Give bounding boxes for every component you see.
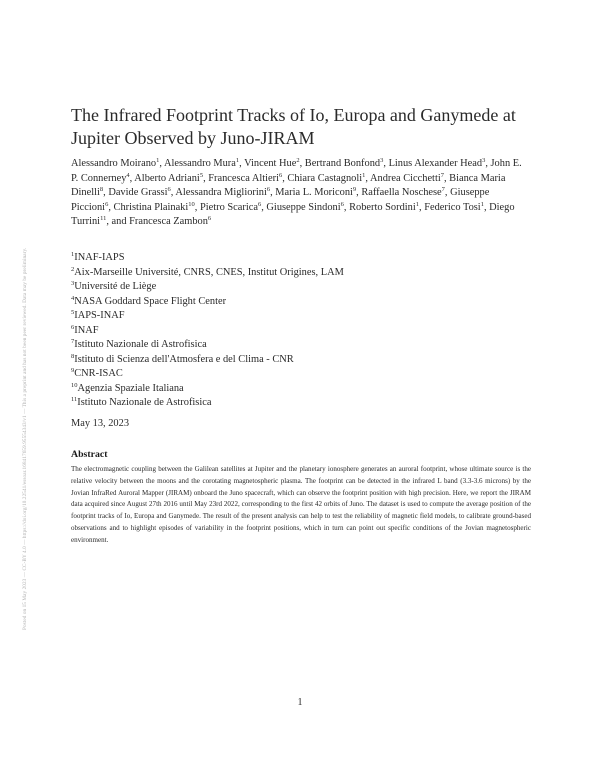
author-name: Giuseppe Sindoni$^6$ (266, 200, 344, 213)
page-number: 1 (297, 697, 303, 708)
author-affiliation-mark: 11 (100, 215, 107, 222)
author-name: Chiara Castagnoli$^1$ (287, 171, 366, 184)
affiliation-list (71, 251, 531, 411)
preprint-side-watermark: Posted on 15 May 2023 — CC-BY 4.0 — https://doi.org/10.22541/essoar.168417659.95554343/v1 — This a preprint and has not been peer reviewed. Data may be preliminary. (22, 247, 28, 630)
author-name: Alessandro Moirano$^1$ (71, 157, 160, 169)
affiliation-item (71, 353, 531, 368)
affiliation-name: Aix-Marseille Université, CNRS, CNES, Institut Origines, LAM (74, 266, 344, 278)
affiliation-number: 4 (71, 294, 75, 302)
affiliation-number: 6 (71, 323, 75, 331)
author-name: Giuseppe Piccioni$^6$ (71, 187, 490, 213)
affiliation-number: 1 (71, 251, 75, 258)
author-name: Bertrand Bonfond$^3$ (304, 157, 384, 169)
affiliation-item (71, 309, 531, 324)
author-affiliation-mark: 7 (440, 171, 444, 179)
abstract-heading: Abstract (71, 449, 108, 460)
affiliation-name: CNR-ISAC (74, 368, 123, 379)
affiliation-item (71, 266, 531, 281)
author-affiliation-mark: 1 (156, 157, 160, 164)
author-name: Andrea Cicchetti$^7$ (370, 171, 444, 184)
affiliation-item (71, 367, 531, 382)
author-affiliation-mark: 2 (296, 157, 300, 164)
affiliation-item (71, 324, 531, 339)
author-name: Alberto Adriani$^5$ (134, 171, 204, 184)
author-affiliation-mark: 1 (480, 200, 484, 208)
author-name: Alessandro Mura$^1$ (164, 157, 240, 169)
affiliation-number: 9 (71, 367, 75, 374)
affiliation-name: IAPS-INAF (74, 310, 125, 321)
affiliation-item (71, 295, 531, 310)
author-affiliation-mark: 1 (362, 171, 366, 179)
author-affiliation-mark: 6 (105, 200, 109, 208)
affiliation-item (71, 280, 531, 295)
author-name: Linus Alexander Head$^3$ (388, 157, 486, 169)
affiliation-item (71, 338, 531, 353)
author-name: Alessandra Migliorini$^6$ (175, 186, 271, 198)
affiliation-name: INAF (74, 324, 99, 336)
affiliation-item (71, 251, 531, 266)
author-name: Raffaella Noschese$^7$ (361, 186, 445, 198)
affiliation-number: 11 (71, 396, 78, 403)
author-affiliation-mark: 3 (482, 157, 486, 164)
affiliation-name: Agenzia Spaziale Italiana (77, 382, 184, 394)
affiliation-item (71, 396, 531, 411)
author-affiliation-mark: 5 (199, 171, 204, 179)
author-affiliation-mark: 9 (352, 186, 357, 193)
author-list: Alessandro Moirano$^1$, Alessandro Mura$^1$, Vincent Hue$^2$, Bertrand Bonfond$^3$, Linus Alexander Head$^3$, John E. P. Connerney$^4$, Alberto Adriani$^5$, Francesca Altieri$^6$, Chiara Castagnoli$^1$, Andrea Cicchetti$^7$, Bianca Maria Dinelli$^8$, Davide Grassi$^6$, Alessandra Migliorini$^6$, Maria L. Moriconi$^9$, Raffaella Noschese$^7$, Giuseppe Piccioni$^6$, Christina Plainaki$^{10}$, Pietro Scarica$^6$, Giuseppe Sindoni$^6$, Roberto Sordini$^1$, Federico Tosi$^1$, Diego Turrini$^{11}$, and Francesca Zambon$^6$ (71, 157, 522, 227)
author-name: Roberto Sordini$^1$ (349, 200, 419, 213)
author-affiliation-mark: 8 (99, 186, 104, 193)
affiliation-number: 7 (71, 338, 75, 345)
author-name: Bianca Maria Dinelli$^8$ (71, 172, 506, 198)
author-affiliation-mark: 6 (266, 186, 271, 193)
author-affiliation-mark: 6 (340, 200, 344, 208)
affiliation-number: 10 (71, 381, 78, 389)
affiliation-number: 2 (71, 265, 75, 273)
author-affiliation-mark: 6 (278, 171, 283, 179)
author-affiliation-mark: 6 (207, 215, 212, 222)
publication-date: May 13, 2023 (71, 418, 130, 429)
author-name: Diego Turrini$^{11}$ (71, 201, 515, 227)
author-name: Pietro Scarica$^6$ (199, 200, 262, 213)
author-affiliation-mark: 6 (167, 186, 171, 193)
author-affiliation-mark: 3 (380, 157, 384, 164)
author-affiliation-mark: 4 (126, 171, 130, 179)
affiliation-name: Istituto di Scienza dell'Atmosfera e del Clima - CNR (74, 353, 294, 365)
author-name: Federico Tosi$^1$ (424, 200, 484, 213)
affiliation-item (71, 382, 531, 397)
affiliation-name: NASA Goddard Space Flight Center (74, 295, 227, 307)
author-affiliation-mark: 10 (188, 200, 195, 208)
author-name: Christina Plainaki$^{10}$ (113, 200, 195, 213)
paper-title: The Infrared Footprint Tracks of Io, Europa and Ganymede at Jupiter Observed by Juno-JIRAM (71, 105, 516, 148)
author-name: Francesca Zambon$^6$ (129, 215, 212, 227)
author-affiliation-mark: 6 (257, 200, 262, 208)
affiliation-name: Istituto Nazionale di Astrofisica (74, 339, 207, 350)
author-affiliation-mark: 7 (441, 186, 445, 193)
author-name: Vincent Hue$^2$ (244, 157, 300, 169)
affiliation-name: INAF-IAPS (74, 252, 125, 263)
affiliation-name: Université de Liège (74, 281, 157, 292)
author-name: Davide Grassi$^6$ (108, 186, 171, 198)
author-name: Maria L. Moriconi$^9$ (275, 186, 357, 198)
author-affiliation-mark: 1 (415, 200, 419, 208)
affiliation-number: 8 (71, 352, 75, 360)
affiliation-name: Istituto Nazionale de Astrofisica (77, 397, 212, 408)
author-affiliation-mark: 1 (235, 157, 240, 164)
affiliation-number: 5 (71, 309, 75, 316)
abstract-text: The electromagnetic coupling between the Galilean satellites at Jupiter and the planetary ionosphere generates an auroral footprint, whose ultimate source is the relative velocity between the moons and the corotating magnetospheric plasma. The footprint can be detected in the infrared L band (3.3-3.6 microns) by the Jovian InfraRed Auroral Mapper (JIRAM) onboard the Juno spacecraft, which can observe the footprint position with high precision. Here, we report the JIRAM data acquired since August 27th 2016 until May 23rd 2022, corresponding to the first 42 orbits of Juno. The dataset is used to compute the average position of the footprint tracks of Io, Europa and Ganymede. The result of the present analysis can help to test the reliability of magnetic field models, to calibrate ground-based observations and to highlight episodes of variability in the footprint positions, which in turn can point out specific conditions of the Jovian magnetospheric environment. (71, 465, 531, 544)
author-name: Francesca Altieri$^6$ (208, 171, 283, 184)
affiliation-number: 3 (71, 280, 75, 287)
author-name: John E. P. Connerney$^4$ (71, 158, 522, 184)
